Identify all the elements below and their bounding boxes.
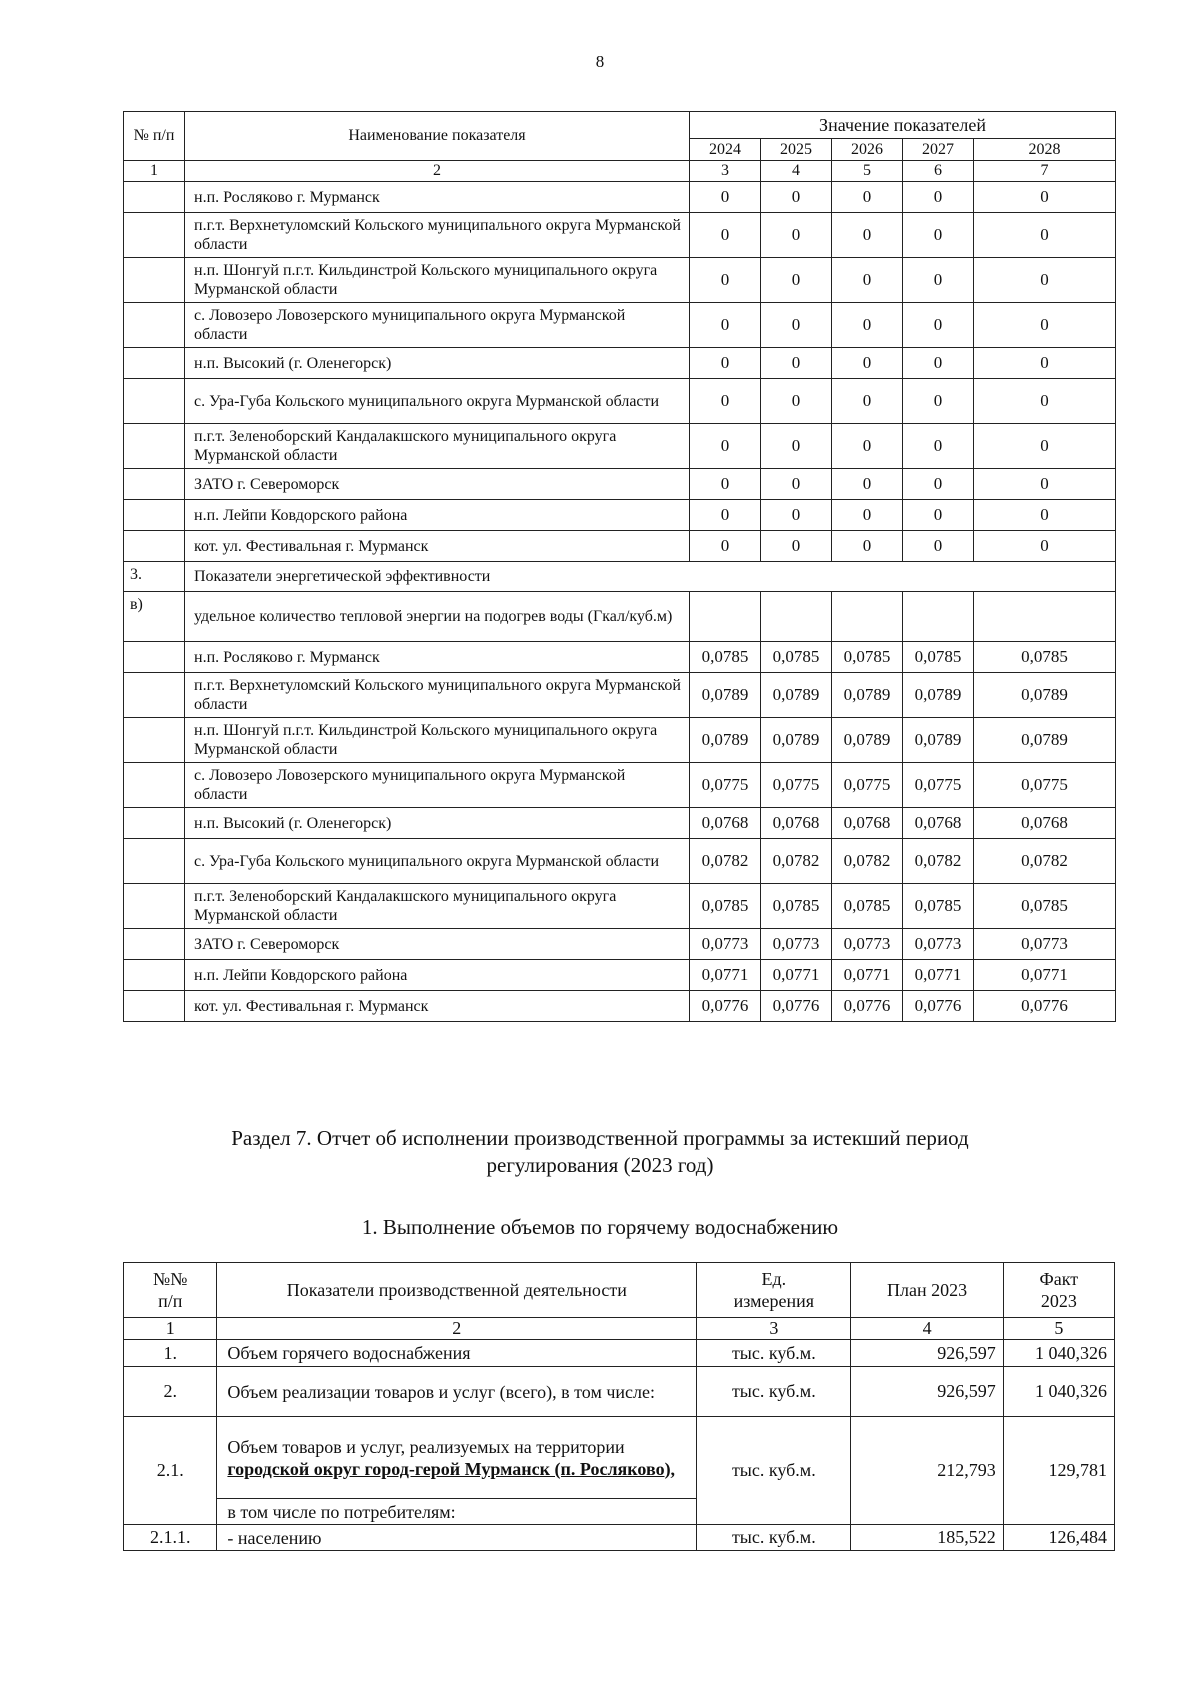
indicator-value: 0,0776 [761,991,832,1022]
indicator-value: 0,0785 [761,884,832,929]
indicator-value: 0,0768 [690,808,761,839]
indicator-value: 0 [903,303,974,348]
row-number [124,379,185,424]
indicator-value: 0,0789 [974,673,1116,718]
column-index: 6 [903,161,974,182]
indicator-value: 0,0785 [903,642,974,673]
row-number [124,303,185,348]
table-row [124,808,1116,839]
indicator-value: 0,0785 [832,884,903,929]
indicator-value: 0,0768 [761,808,832,839]
indicator-value: 0 [903,258,974,303]
indicator-value: 0,0789 [974,718,1116,763]
row-number [124,424,185,469]
empty-cell [761,592,832,642]
indicator-value: 0,0785 [761,642,832,673]
indicator-name: н.п. Росляково г. Мурманск [185,642,690,673]
indicator-value: 0 [974,500,1116,531]
table-row [124,424,1116,469]
indicators-table [123,111,1116,1022]
indicator-value: 0 [974,379,1116,424]
indicator-value: 0,0782 [690,839,761,884]
indicator-name: н.п. Шонгуй п.г.т. Кильдинстрой Кольского муниципального округа Мурманской области [185,258,690,303]
indicator-name: с. Ура-Губа Кольского муниципального округа Мурманской области [185,379,690,424]
indicator-value: 0 [761,469,832,500]
indicator-value: 0,0789 [903,718,974,763]
indicator-value: 0 [761,258,832,303]
table-row [124,929,1116,960]
t2-header-unit: Ед. измерения [697,1263,851,1318]
indicator-value: 0 [974,182,1116,213]
column-index: 3 [690,161,761,182]
indicator-value: 0,0789 [903,673,974,718]
column-index: 5 [832,161,903,182]
indicator-value: 0 [690,258,761,303]
table-row [124,213,1116,258]
table-row [124,642,1116,673]
column-index: 5 [1003,1318,1114,1340]
indicator-value: 0 [761,500,832,531]
row-number [124,884,185,929]
indicator-value: 0,0785 [903,884,974,929]
indicator-value: 0,0789 [832,718,903,763]
indicator-value: 0,0785 [690,642,761,673]
indicator-value: 0,0775 [903,763,974,808]
indicator-name: п.г.т. Зеленоборский Кандалакшского муниципального округа Мурманской области [185,884,690,929]
table-row [124,884,1116,929]
indicator-value: 0 [690,379,761,424]
indicator-value: 0 [832,531,903,562]
column-index: 7 [974,161,1116,182]
empty-cell [832,592,903,642]
section-7-title-line2: регулирования (2023 год) [486,1153,714,1177]
indicator-name: ЗАТО г. Североморск [185,929,690,960]
indicator-value: 0,0773 [903,929,974,960]
indicator-value: 0 [832,258,903,303]
indicator-name: ЗАТО г. Североморск [185,469,690,500]
row-number [124,182,185,213]
indicator-name: н.п. Росляково г. Мурманск [185,182,690,213]
indicator-name: п.г.т. Зеленоборский Кандалакшского муниципального округа Мурманской области [185,424,690,469]
indicator-value: 0,0789 [761,673,832,718]
column-index: 2 [185,161,690,182]
column-index: 4 [761,161,832,182]
indicator-value: 0 [903,182,974,213]
table-row [124,991,1116,1022]
indicator-value: 0 [832,379,903,424]
table-row [124,469,1116,500]
table-row [124,258,1116,303]
indicator-value: 0 [690,469,761,500]
section-7-title [0,1125,1200,1179]
indicator-value: 0 [761,379,832,424]
indicator-name: с. Ловозеро Ловозерского муниципального округа Мурманской области [185,763,690,808]
indicator-value: 0,0785 [974,642,1116,673]
indicator-value: 0 [903,500,974,531]
table-row [124,500,1116,531]
indicator-value: 0,0773 [761,929,832,960]
indicator-value: 0,0775 [690,763,761,808]
year-header: 2027 [903,139,974,161]
indicator-value: 0 [974,424,1116,469]
row21-name: Объем товаров и услуг, реализуемых на территории городской округ город-герой Мурманск (п. Росляково), [217,1417,697,1499]
table-row [124,718,1116,763]
table-row [124,348,1116,379]
indicator-value: 0 [761,424,832,469]
indicator-value: 0 [690,424,761,469]
indicator-name: н.п. Лейпи Ковдорского района [185,500,690,531]
column-index: 1 [124,1318,217,1340]
row-number [124,258,185,303]
indicator-value: 0 [690,182,761,213]
indicator-value: 0 [903,348,974,379]
t2-header-name: Показатели производственной деятельности [217,1263,697,1318]
indicator-value: 0 [690,303,761,348]
indicator-value: 0,0789 [690,673,761,718]
t2-header-num: №№ п/п [124,1263,217,1318]
empty-cell [903,592,974,642]
row-number [124,763,185,808]
indicator-value: 0,0773 [974,929,1116,960]
indicator-name: с. Ура-Губа Кольского муниципального округа Мурманской области [185,839,690,884]
row-number [124,929,185,960]
indicator-value: 0 [761,182,832,213]
indicator-name: н.п. Высокий (г. Оленегорск) [185,808,690,839]
indicator-name: кот. ул. Фестивальная г. Мурманск [185,531,690,562]
table-row [124,531,1116,562]
indicator-value: 0 [832,213,903,258]
row-number [124,469,185,500]
indicator-value: 0,0771 [761,960,832,991]
indicator-value: 0,0789 [761,718,832,763]
indicator-value: 0,0785 [974,884,1116,929]
indicator-value: 0,0782 [974,839,1116,884]
subsection-name: удельное количество тепловой энергии на подогрев воды (Гкал/куб.м) [185,592,690,642]
indicator-name: кот. ул. Фестивальная г. Мурманск [185,991,690,1022]
empty-cell [974,592,1116,642]
row-number [124,531,185,562]
column-index: 1 [124,161,185,182]
indicator-value: 0 [974,531,1116,562]
indicator-value: 0,0773 [690,929,761,960]
table-row: 2. Объем реализации товаров и услуг (всего), в том числе: тыс. куб.м. 926,597 1 040,326 [124,1367,1115,1417]
row21-consumers: в том числе по потребителям: [217,1499,697,1525]
column-index: 4 [851,1318,1003,1340]
indicator-value: 0 [974,213,1116,258]
indicator-value: 0 [832,500,903,531]
indicator-value: 0,0775 [832,763,903,808]
indicator-value: 0 [903,469,974,500]
indicator-value: 0 [832,424,903,469]
indicator-value: 0 [761,348,832,379]
row-number [124,348,185,379]
indicator-value: 0 [974,469,1116,500]
indicator-value: 0,0768 [903,808,974,839]
indicator-value: 0,0782 [761,839,832,884]
header-values: Значение показателей [690,112,1116,139]
table-row [124,182,1116,213]
table-row: 2.1. Объем товаров и услуг, реализуемых на территории городской округ город-герой Мурманск (п. Росляково), тыс. куб.м. 212,793 129,781 [124,1417,1115,1499]
table-row: 1. Объем горячего водоснабжения тыс. куб.м. 926,597 1 040,326 [124,1340,1115,1367]
indicator-value: 0 [974,348,1116,379]
indicator-value: 0,0773 [832,929,903,960]
indicator-value: 0 [974,258,1116,303]
year-header: 2028 [974,139,1116,161]
indicator-value: 0,0771 [903,960,974,991]
header-num: № п/п [124,112,185,161]
indicator-value: 0 [903,379,974,424]
indicator-value: 0,0782 [903,839,974,884]
indicator-value: 0 [832,303,903,348]
section-row [124,562,1116,592]
section-7-title-line1: Раздел 7. Отчет об исполнении производственной программы за истекший период [231,1126,969,1150]
hot-water-table [123,1262,1115,1551]
indicator-name: п.г.т. Верхнетуломский Кольского муниципального округа Мурманской области [185,673,690,718]
indicator-value: 0,0789 [832,673,903,718]
indicator-value: 0 [690,531,761,562]
indicator-value: 0,0768 [832,808,903,839]
indicator-value: 0,0768 [974,808,1116,839]
row-number [124,960,185,991]
indicator-value: 0,0782 [832,839,903,884]
table-row [124,673,1116,718]
section-7-subtitle: 1. Выполнение объемов по горячему водоснабжению [361,1215,839,1239]
t2-header-plan: План 2023 [851,1263,1003,1318]
indicator-value: 0,0771 [974,960,1116,991]
row-number [124,673,185,718]
column-index: 2 [217,1318,697,1340]
row-number [124,839,185,884]
indicator-value: 0 [690,348,761,379]
indicator-value: 0 [903,424,974,469]
table-row [124,763,1116,808]
indicator-value: 0,0776 [690,991,761,1022]
row-number [124,991,185,1022]
empty-cell [690,592,761,642]
section-number: 3. [124,562,185,592]
indicator-value: 0 [974,303,1116,348]
indicator-value: 0,0789 [690,718,761,763]
subsection-number: в) [124,592,185,642]
year-header: 2026 [832,139,903,161]
indicator-value: 0 [903,213,974,258]
indicator-value: 0 [761,303,832,348]
indicator-value: 0,0775 [761,763,832,808]
indicator-value: 0 [761,531,832,562]
t2-header-fact: Факт 2023 [1003,1263,1114,1318]
section-name: Показатели энергетической эффективности [185,562,1116,592]
indicator-value: 0,0785 [690,884,761,929]
indicator-value: 0,0776 [974,991,1116,1022]
indicator-value: 0,0776 [903,991,974,1022]
year-header: 2024 [690,139,761,161]
indicator-value: 0 [903,531,974,562]
indicator-value: 0 [761,213,832,258]
indicator-name: н.п. Высокий (г. Оленегорск) [185,348,690,379]
indicator-value: 0 [832,348,903,379]
indicator-value: 0 [690,500,761,531]
indicator-value: 0,0776 [832,991,903,1022]
table-row [124,379,1116,424]
row-number [124,213,185,258]
indicator-value: 0 [832,469,903,500]
indicator-value: 0 [832,182,903,213]
row-number [124,642,185,673]
header-name: Наименование показателя [185,112,690,161]
indicator-name: н.п. Лейпи Ковдорского района [185,960,690,991]
indicator-value: 0,0775 [974,763,1116,808]
table-row [124,839,1116,884]
indicator-value: 0 [690,213,761,258]
indicator-value: 0,0771 [832,960,903,991]
table-row: 2.1.1. - населению тыс. куб.м. 185,522 126,484 [124,1525,1115,1551]
row-number [124,500,185,531]
indicator-name: с. Ловозеро Ловозерского муниципального округа Мурманской области [185,303,690,348]
column-index: 3 [697,1318,851,1340]
subsection-row [124,592,1116,642]
page-number: 8 [595,52,605,71]
table-row [124,960,1116,991]
indicator-value: 0,0771 [690,960,761,991]
row-number [124,718,185,763]
indicator-name: п.г.т. Верхнетуломский Кольского муниципального округа Мурманской области [185,213,690,258]
year-header: 2025 [761,139,832,161]
indicator-name: н.п. Шонгуй п.г.т. Кильдинстрой Кольского муниципального округа Мурманской области [185,718,690,763]
row-number [124,808,185,839]
table-row [124,303,1116,348]
indicator-value: 0,0785 [832,642,903,673]
